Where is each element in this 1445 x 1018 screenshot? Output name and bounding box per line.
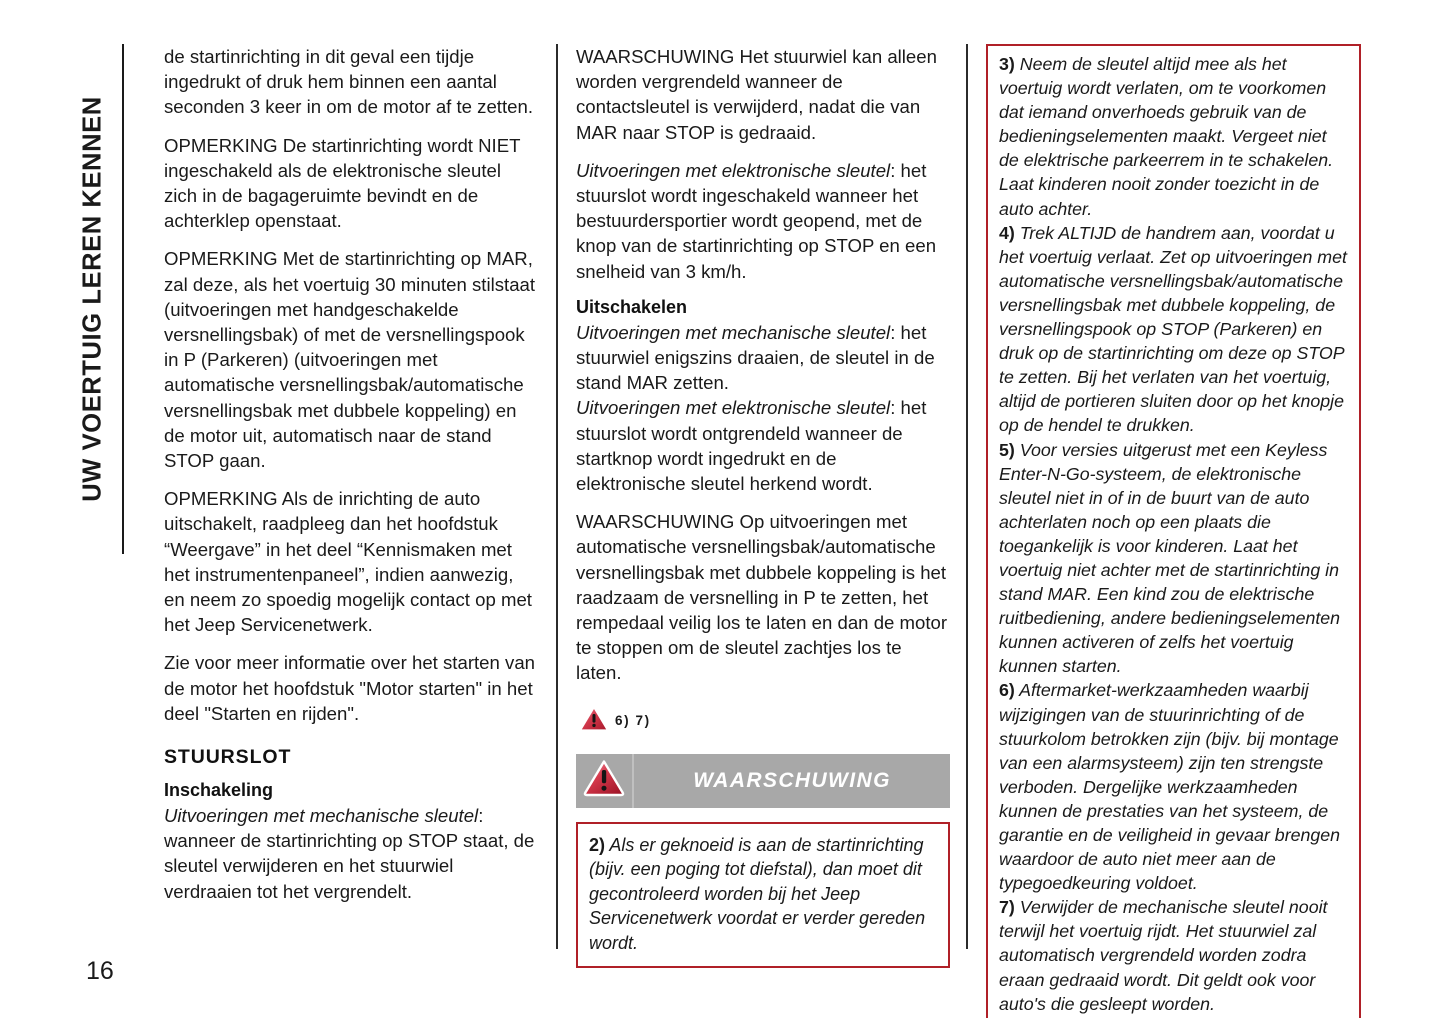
lead-italic: Uitvoeringen met mechanische sleutel: [576, 321, 891, 343]
warning-item-number: 6): [999, 680, 1015, 701]
warning-box-notes: [986, 44, 1361, 1018]
warning-banner-label: WAARSCHUWING: [693, 768, 891, 792]
paragraph-warning-auto: WAARSCHUWING Op uitvoeringen met automatische versnellingsbak/automatische versnellingsbak met dubbele koppeling is het raadzaam de versnelling in P te zetten, het rempedaal veilig los te laten en dan de motor te stoppen om de sleutel zachtjes los te laten.: [576, 511, 948, 684]
warning-box-text: Als er geknoeid is aan de startinrichting (bijv. een poging tot diefstal), dan moet dit gecontroleerd worden bij het Jeep Servicenetwerk voordat er verder gereden wordt.: [589, 834, 926, 954]
warning-item-text: Neem de sleutel altijd mee als het voertuig wordt verlaten, om te voorkomen dat iemand onverhoeds gebruik van de bedieningselementen maakt. Vergeet niet de elektrische parkeerrem in te schakelen. Laat kinderen nooit zonder toezicht in de auto achter.: [999, 54, 1334, 219]
lead-body: : het stuurwiel enigszins draaien, de sleutel in de stand MAR zetten.: [576, 321, 935, 394]
warning-item: [999, 678, 1350, 895]
warning-note-marker: [580, 706, 950, 736]
warning-item: [999, 438, 1350, 679]
running-head: [62, 44, 124, 554]
column-divider-1: [556, 44, 558, 949]
warning-banner: [576, 754, 950, 808]
column-3: [986, 44, 1361, 1018]
lead-italic: Uitvoeringen met elektronische sleutel: [576, 397, 891, 419]
warning-item: [999, 52, 1350, 221]
page-number: 16: [86, 957, 114, 985]
paragraph-mechanical-key: [576, 320, 950, 396]
paragraph-electronic-key-2: [576, 395, 950, 496]
paragraph: Zie voor meer informatie over het starten van de motor het hoofdstuk "Motor starten" in het deel "Starten en rijden".: [164, 652, 536, 724]
warning-item-number: 4): [999, 222, 1015, 243]
paragraph-electronic-key: [576, 158, 950, 284]
warning-item-text: Voor versies uitgerust met een Keyless Enter-N-Go-systeem, de elektronische sleutel niet in of in de buurt van de auto achterlaten noch op een plaats die toegankelijk is voor kinderen. Laat het voertuig niet achter met de startinrichting in stand MAR. Een kind zou de elektrische ruitbediening, andere bedieningselementen kunnen activeren of zelfs het voertuig kunnen starten.: [999, 439, 1341, 677]
paragraph: OPMERKING Met de startinrichting op MAR, zal deze, als het voertuig 30 minuten stilstaat (uitvoeringen met handgeschakelde versnellingsbak) of met de versnellingspook in P (Parkeren) (uitvoeringen met automatische versnellingsbak/automatische versnellingsbak met dubbele koppeling) en de motor uit, automatisch naar de stand STOP gaan.: [164, 248, 536, 472]
lead-italic: Uitvoeringen met elektronische sleutel: [576, 159, 891, 181]
paragraph: OPMERKING Als de inrichting de auto uitschakelt, raadpleeg dan het hoofdstuk “Weergave” in het deel “Kennismaken met het instrumentenpaneel”, indien aanwezig, en neem zo spoedig mogelijk contact op met het Jeep Servicenetwerk.: [164, 488, 532, 636]
paragraph-warning-intro: WAARSCHUWING Het stuurwiel kan alleen worden vergrendeld wanneer de contactsleutel is verwijderd, nadat die van MAR naar STOP is gedraaid.: [576, 46, 937, 143]
warning-box-2: [576, 822, 950, 968]
warning-item: [999, 221, 1350, 438]
lead-body: : wanneer de startinrichting op STOP staat, de sleutel verwijderen en het stuurwiel verdraaien tot het vergrendelt.: [164, 805, 535, 902]
column-2: [576, 44, 950, 968]
running-head-rule: [122, 44, 124, 554]
paragraph: OPMERKING De startinrichting wordt NIET ingeschakeld als de elektronische sleutel zich in de bagageruimte bevindt en de achterklep openstaat.: [164, 134, 521, 232]
warning-item-text: Verwijder de mechanische sleutel nooit terwijl het voertuig rijdt. Het stuurwiel zal automatisch vergrendeld worden zodra eraan gedraaid wordt. Dit geldt ook voor auto's die gesleept worden.: [999, 897, 1328, 1014]
column-1: [164, 44, 536, 917]
lead-body: : het stuurslot wordt ingeschakeld wanneer het bestuurdersportier wordt geopend, met de knop van de startinrichting op STOP en een snelheid van 3 km/h.: [576, 159, 937, 282]
warning-item-number: 3): [999, 54, 1015, 74]
warning-item: [999, 895, 1350, 1015]
footnote-refs: 6) 7): [615, 713, 651, 729]
warning-item-text: Aftermarket-werkzaamheden waarbij wijzigingen van de stuurinrichting of de stuurkolom betrokken zijn (bijv. bij montage van een alarmsysteem) zijn ten strengste verboden. Dergelijke werkzaamheden kunnen de prestaties van het systeem, de garantie en de veiligheid in gevaar brengen waardoor de auto niet meer aan de typegoedkeuring voldoet.: [999, 680, 1341, 894]
paragraph-mechanical-key: [164, 803, 536, 904]
section-heading-stuurslot: STUURSLOT: [164, 746, 292, 769]
subheading-inschakeling: Inschakeling: [164, 780, 274, 801]
warning-item-number: 5): [999, 439, 1015, 460]
column-divider-2: [966, 44, 968, 949]
warning-triangle-icon: [580, 706, 608, 736]
running-head-label: UW VOERTUIG LEREN KENNEN: [78, 96, 107, 502]
warning-item-number: 7): [999, 897, 1015, 918]
warning-banner-icon-cell: [576, 754, 634, 808]
paragraph: de startinrichting in dit geval een tijdje ingedrukt of druk hem binnen een aantal seconden 3 keer in om de motor af te zetten.: [164, 46, 533, 118]
lead-italic: Uitvoeringen met mechanische sleutel: [164, 805, 479, 827]
subheading-uitschakelen: Uitschakelen: [576, 296, 688, 317]
warning-box-paragraph: [589, 833, 937, 956]
warning-item-text: Trek ALTIJD de handrem aan, voordat u het voertuig verlaat. Zet op uitvoeringen met automatische versnellingsbak/automatische versnellingsbak met dubbele koppeling, de versnellingspook op STOP (Parkeren) en druk op de startinrichting om deze op STOP te zetten. Bij het verlaten van het voertuig, altijd de portieren sluiten door op het knopje op de hendel te drukken.: [999, 222, 1347, 436]
lead-body: : het stuurslot wordt ontgrendeld wanneer de startknop wordt ingedrukt en de elektronische sleutel herkend wordt.: [576, 397, 927, 495]
warning-box-number: 2): [589, 834, 606, 855]
warning-triangle-icon: [583, 759, 625, 802]
